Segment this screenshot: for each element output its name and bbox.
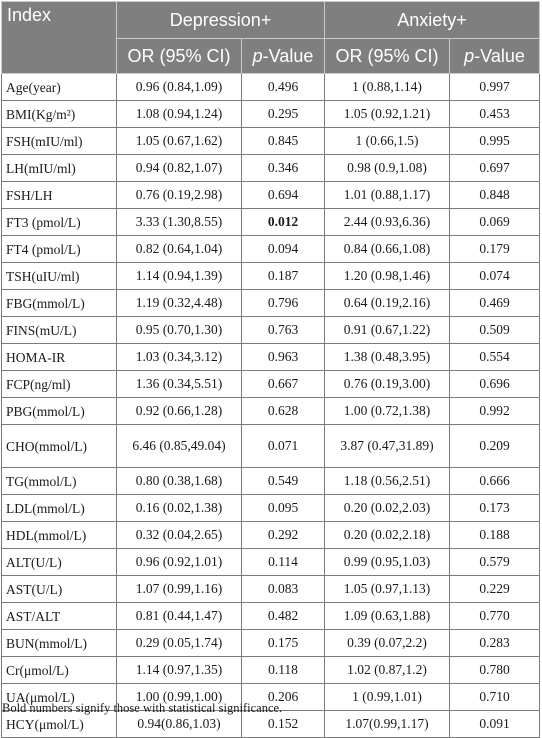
table-row (2, 101, 540, 128)
anxiety-or-ci: 1.18 (0.56,2.51) (325, 468, 450, 495)
anxiety-p-value: 0.069 (450, 209, 540, 236)
depression-p-value: 0.094 (242, 236, 325, 263)
table-row (2, 209, 540, 236)
table-row (2, 657, 540, 684)
row-label: HOMA-IR (2, 344, 117, 371)
header-depression: Depression+ (117, 2, 325, 39)
anxiety-or-ci: 0.76 (0.19,3.00) (325, 371, 450, 398)
table-row (2, 236, 540, 263)
depression-p-value: 0.114 (242, 549, 325, 576)
depression-p-value: 0.482 (242, 603, 325, 630)
anxiety-or-ci: 1 (0.88,1.14) (325, 74, 450, 101)
depression-or-ci: 1.00 (0.99,1.00) (117, 684, 242, 711)
row-label: Cr(μmol/L) (2, 657, 117, 684)
anxiety-p-value: 0.997 (450, 74, 540, 101)
anxiety-p-value: 0.074 (450, 263, 540, 290)
table-row (2, 290, 540, 317)
row-label: CHO(mmol/L) (2, 425, 117, 468)
depression-or-ci: 1.08 (0.94,1.24) (117, 101, 242, 128)
table-row (2, 371, 540, 398)
row-label: UA(μmol/L) (2, 684, 117, 711)
depression-or-ci: 0.96 (0.84,1.09) (117, 74, 242, 101)
depression-or-ci: 1.19 (0.32,4.48) (117, 290, 242, 317)
table-row (2, 522, 540, 549)
anxiety-p-value: 0.770 (450, 603, 540, 630)
table-row (2, 425, 540, 468)
anxiety-or-ci: 0.20 (0.02,2.03) (325, 495, 450, 522)
anxiety-p-value: 0.229 (450, 576, 540, 603)
depression-p-value: 0.295 (242, 101, 325, 128)
header-anxiety: Anxiety+ (325, 2, 540, 39)
row-label: HCY(μmol/L) (2, 711, 117, 738)
anxiety-p-value: 0.995 (450, 128, 540, 155)
row-label: Age(year) (2, 74, 117, 101)
table-row (2, 549, 540, 576)
row-label: FSH(mIU/ml) (2, 128, 117, 155)
table-row (2, 344, 540, 371)
table-row (2, 74, 540, 101)
anxiety-p-value: 0.666 (450, 468, 540, 495)
anxiety-p-value: 0.091 (450, 711, 540, 738)
depression-p-value: 0.175 (242, 630, 325, 657)
depression-or-ci: 0.92 (0.66,1.28) (117, 398, 242, 425)
depression-p-value: 0.796 (242, 290, 325, 317)
table-row (2, 630, 540, 657)
depression-or-ci: 1.36 (0.34,5.51) (117, 371, 242, 398)
anxiety-p-value: 0.697 (450, 155, 540, 182)
row-label: TSH(uIU/ml) (2, 263, 117, 290)
anxiety-or-ci: 0.99 (0.95,1.03) (325, 549, 450, 576)
depression-p-value: 0.694 (242, 182, 325, 209)
table-row (2, 495, 540, 522)
table-body (2, 74, 540, 738)
row-label: FSH/LH (2, 182, 117, 209)
anxiety-p-value: 0.283 (450, 630, 540, 657)
anxiety-p-value: 0.710 (450, 684, 540, 711)
depression-p-value: 0.292 (242, 522, 325, 549)
table-row (2, 263, 540, 290)
anxiety-or-ci: 1.38 (0.48,3.95) (325, 344, 450, 371)
depression-p-value: 0.152 (242, 711, 325, 738)
row-label: FT3 (pmol/L) (2, 209, 117, 236)
anxiety-p-value: 0.992 (450, 398, 540, 425)
depression-or-ci: 0.29 (0.05,1.74) (117, 630, 242, 657)
anxiety-or-ci: 1.05 (0.97,1.13) (325, 576, 450, 603)
depression-p-value: 0.206 (242, 684, 325, 711)
anxiety-p-value: 0.188 (450, 522, 540, 549)
depression-or-ci: 0.76 (0.19,2.98) (117, 182, 242, 209)
depression-or-ci: 1.14 (0.94,1.39) (117, 263, 242, 290)
table-header (2, 2, 540, 74)
depression-p-value: 0.963 (242, 344, 325, 371)
anxiety-or-ci: 0.64 (0.19,2.16) (325, 290, 450, 317)
anxiety-or-ci: 2.44 (0.93,6.36) (325, 209, 450, 236)
anxiety-p-value: 0.554 (450, 344, 540, 371)
anxiety-or-ci: 0.84 (0.66,1.08) (325, 236, 450, 263)
depression-p-value: 0.083 (242, 576, 325, 603)
table-row (2, 398, 540, 425)
anxiety-or-ci: 1 (0.99,1.01) (325, 684, 450, 711)
depression-p-value: 0.549 (242, 468, 325, 495)
row-label: ALT(U/L) (2, 549, 117, 576)
depression-p-value: 0.845 (242, 128, 325, 155)
header-or-ci-depression: OR (95% CI) (117, 39, 242, 74)
depression-or-ci: 0.32 (0.04,2.65) (117, 522, 242, 549)
table-row (2, 576, 540, 603)
depression-or-ci: 1.05 (0.67,1.62) (117, 128, 242, 155)
depression-or-ci: 0.16 (0.02,1.38) (117, 495, 242, 522)
row-label: PBG(mmol/L) (2, 398, 117, 425)
anxiety-p-value: 0.509 (450, 317, 540, 344)
anxiety-or-ci: 1.05 (0.92,1.21) (325, 101, 450, 128)
anxiety-or-ci: 3.87 (0.47,31.89) (325, 425, 450, 468)
anxiety-p-value: 0.469 (450, 290, 540, 317)
depression-or-ci: 0.96 (0.92,1.01) (117, 549, 242, 576)
anxiety-or-ci: 0.98 (0.9,1.08) (325, 155, 450, 182)
table-row (2, 128, 540, 155)
anxiety-p-value: 0.696 (450, 371, 540, 398)
row-label: BUN(mmol/L) (2, 630, 117, 657)
depression-p-value: 0.118 (242, 657, 325, 684)
anxiety-p-value: 0.179 (450, 236, 540, 263)
depression-or-ci: 0.94 (0.82,1.07) (117, 155, 242, 182)
row-label: LDL(mmol/L) (2, 495, 117, 522)
depression-p-value: 0.496 (242, 74, 325, 101)
depression-p-value: 0.628 (242, 398, 325, 425)
table-row (2, 155, 540, 182)
table-row (2, 603, 540, 630)
depression-p-value: 0.071 (242, 425, 325, 468)
row-label: FINS(mU/L) (2, 317, 117, 344)
depression-p-value: 0.667 (242, 371, 325, 398)
anxiety-or-ci: 0.91 (0.67,1.22) (325, 317, 450, 344)
anxiety-or-ci: 1.09 (0.63,1.88) (325, 603, 450, 630)
anxiety-or-ci: 1.02 (0.87,1.2) (325, 657, 450, 684)
depression-p-value: 0.346 (242, 155, 325, 182)
depression-or-ci: 6.46 (0.85,49.04) (117, 425, 242, 468)
depression-or-ci: 0.81 (0.44,1.47) (117, 603, 242, 630)
table-footnote: Bold numbers signify those with statistical significance. (2, 701, 283, 715)
depression-or-ci: 0.95 (0.70,1.30) (117, 317, 242, 344)
anxiety-p-value: 0.173 (450, 495, 540, 522)
depression-or-ci: 1.14 (0.97,1.35) (117, 657, 242, 684)
depression-or-ci: 0.82 (0.64,1.04) (117, 236, 242, 263)
anxiety-p-value: 0.579 (450, 549, 540, 576)
table-row (2, 182, 540, 209)
row-label: FT4 (pmol/L) (2, 236, 117, 263)
anxiety-or-ci: 0.20 (0.02,2.18) (325, 522, 450, 549)
row-label: AST/ALT (2, 603, 117, 630)
header-index: Index (2, 2, 117, 74)
row-label: LH(mIU/ml) (2, 155, 117, 182)
depression-p-value-significant: 0.012 (242, 209, 325, 236)
depression-or-ci: 1.07 (0.99,1.16) (117, 576, 242, 603)
row-label: AST(U/L) (2, 576, 117, 603)
table-row (2, 468, 540, 495)
anxiety-or-ci: 0.39 (0.07,2.2) (325, 630, 450, 657)
anxiety-p-value: 0.209 (450, 425, 540, 468)
depression-p-value: 0.763 (242, 317, 325, 344)
anxiety-p-value: 0.453 (450, 101, 540, 128)
anxiety-or-ci: 1.07(0.99,1.17) (325, 711, 450, 738)
anxiety-p-value: 0.780 (450, 657, 540, 684)
anxiety-or-ci: 1 (0.66,1.5) (325, 128, 450, 155)
row-label: FBG(mmol/L) (2, 290, 117, 317)
row-label: BMI(Kg/m²) (2, 101, 117, 128)
row-label: HDL(mmol/L) (2, 522, 117, 549)
depression-or-ci: 0.80 (0.38,1.68) (117, 468, 242, 495)
depression-p-value: 0.187 (242, 263, 325, 290)
anxiety-or-ci: 1.20 (0.98,1.46) (325, 263, 450, 290)
header-p-value-anxiety: p-Value (450, 39, 540, 74)
anxiety-or-ci: 1.01 (0.88,1.17) (325, 182, 450, 209)
odds-ratio-table (1, 1, 540, 738)
depression-or-ci: 0.94(0.86,1.03) (117, 711, 242, 738)
depression-or-ci: 3.33 (1.30,8.55) (117, 209, 242, 236)
row-label: FCP(ng/ml) (2, 371, 117, 398)
header-p-value-depression: p-Value (242, 39, 325, 74)
depression-p-value: 0.095 (242, 495, 325, 522)
anxiety-or-ci: 1.00 (0.72,1.38) (325, 398, 450, 425)
header-or-ci-anxiety: OR (95% CI) (325, 39, 450, 74)
row-label: TG(mmol/L) (2, 468, 117, 495)
depression-or-ci: 1.03 (0.34,3.12) (117, 344, 242, 371)
anxiety-p-value: 0.848 (450, 182, 540, 209)
table-row (2, 317, 540, 344)
